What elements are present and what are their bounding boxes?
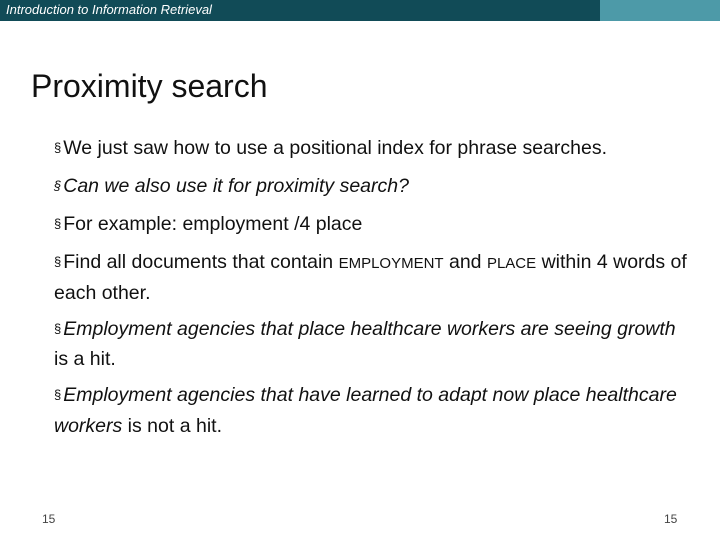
bullet-text: is not a hit. xyxy=(122,414,222,437)
bullet-text: Find all documents that contain xyxy=(63,251,339,273)
bullet-marker-icon: § xyxy=(54,178,62,193)
example-phrase: Employment agencies that place healthcare workers are seeing growth xyxy=(63,317,676,340)
bullet-marker-icon: § xyxy=(54,387,62,402)
header-accent xyxy=(600,0,720,21)
bullet-marker-icon: § xyxy=(54,140,62,155)
bullet-text: is a hit. xyxy=(54,348,116,370)
bullet-text: within 4 words of each other. xyxy=(54,251,687,304)
term-employment: EMPLOYMENT xyxy=(338,255,444,272)
bullet-item xyxy=(54,315,694,374)
course-title: Introduction to Information Retrieval xyxy=(6,2,212,17)
page-number-right: 15 xyxy=(664,512,678,526)
bullet-text: For example: employment /4 place xyxy=(63,213,363,235)
example-phrase: Employment agencies that have learned to adapt now place healthcare workers xyxy=(54,384,677,437)
bullet-item xyxy=(54,134,694,165)
bullet-item xyxy=(54,381,694,440)
bullet-text: Can we also use it for proximity search? xyxy=(63,175,409,197)
bullet-item xyxy=(54,248,694,307)
bullet-text: and xyxy=(443,251,487,273)
bullet-marker-icon: § xyxy=(54,320,62,336)
bullet-text: We just saw how to use a positional index for phrase searches. xyxy=(63,137,607,159)
term-place: PLACE xyxy=(486,255,537,272)
bullet-marker-icon: § xyxy=(54,254,62,269)
bullet-list xyxy=(54,134,694,448)
bullet-marker-icon: § xyxy=(54,216,62,231)
slide-title: Proximity search xyxy=(31,68,268,104)
page-number-left: 15 xyxy=(42,512,56,526)
bullet-item xyxy=(54,172,694,203)
bullet-item xyxy=(54,210,694,241)
